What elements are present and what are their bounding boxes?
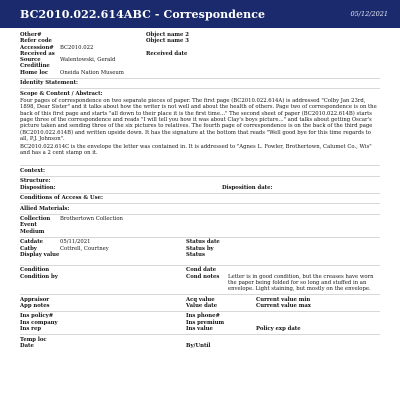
catdate-label: Catdate (20, 239, 44, 246)
divider (20, 176, 380, 177)
other-label: Other# (20, 32, 42, 38)
disposition-date-label: Disposition date: (222, 184, 273, 191)
spacer (20, 159, 380, 164)
creditline-label: Creditline (20, 63, 50, 70)
medium-row (20, 229, 380, 235)
event-label: Event (20, 222, 37, 229)
divider (20, 214, 380, 215)
policy-exp-date-label: Policy exp date (256, 326, 301, 333)
collection-value: Brothertown Collection (60, 216, 123, 223)
allied-materials-label: Allied Materials: (20, 205, 70, 212)
divider (20, 193, 380, 194)
object-name2-label: Object name 2 (146, 32, 189, 38)
disposition-label: Disposition: (20, 184, 56, 191)
source-value: Walentowski, Gerald (60, 57, 116, 64)
received-as-label: Received as (20, 50, 55, 57)
cond-notes-value: Letter is in good condition, but the creases have worn the paper being folded for so long and stuffed in an envelope. Light staining, but mostly on the envelope. (228, 273, 374, 293)
current-value-max-label: Current value max (256, 302, 311, 309)
context-label: Context: (20, 167, 45, 174)
divider (20, 78, 380, 79)
structure-label: Structure: (20, 178, 51, 185)
spacer (20, 258, 380, 263)
refer-code-label: Refer code (20, 38, 52, 45)
condition-by-label: Condition by (20, 273, 58, 280)
status-label: Status (186, 251, 205, 258)
appraisor-label: Appraisor (20, 296, 50, 303)
received-date-label: Received date (146, 50, 188, 57)
app-notes-row (20, 303, 380, 309)
date-row (20, 343, 380, 349)
record-title: BC2010.022.614ABC - Correspondence (20, 7, 266, 21)
divider (20, 294, 380, 295)
scope-content-text: Four pages of correspondence on two separate pieces of paper. The first page (BC2010.022.614A) is addressed "Colby Jan 23rd, 1898, Dear Sister" and it talks about how the writer is not well and about the health of others. Page two of correspondence is on the back of this first page and starts "all down to their place it is the first time..." The second sheet of paper (BC2010.022.614B) starts page three of the correspondence and reads "I will tell you how it was about Clay's boys picture..." and talks about getting Oscar's picture taken and sending three of the six pictures to relatives. The fourth page of correspondence is on the back of the third page (BC2010.022.614B) and written upside down. It has the signature at the bottom that reads "Well good bye for this time regards to all, P.J. Johnson". (20, 98, 377, 142)
home-loc-value: Oneida Nation Museum (60, 69, 124, 76)
divider (20, 88, 380, 89)
divider (20, 165, 380, 166)
home-loc-label: Home loc (20, 69, 49, 76)
condition-by-row (20, 274, 380, 293)
ins-premium-label: Ins premium (186, 319, 225, 326)
ins-company-label: Ins company (20, 319, 58, 326)
divider (20, 334, 380, 335)
catby-label: Catby (20, 245, 37, 252)
ins-phone-label: Ins phone# (186, 313, 220, 320)
acq-value-label: Acq value (186, 296, 215, 303)
ins-rep-row (20, 326, 380, 332)
by-until-label: By/Until (186, 342, 211, 349)
condition-label: Condition (20, 267, 50, 274)
source-label: Source (20, 57, 41, 64)
disposition-row (20, 185, 380, 191)
accession-label: Accession# (20, 44, 54, 51)
record-date: 05/12/2021 (350, 10, 388, 18)
app-notes-label: App notes (20, 302, 50, 309)
divider (20, 237, 380, 238)
collection-label: Collection (20, 216, 51, 223)
cond-notes-label: Cond notes (186, 273, 220, 280)
scope-content-text-envelope: BC2010.022.614C is the envelope the letter was contained in. It is addressed to "Agnes L. Fowler, Brothertown, Calumet Co., Wis" and has a 2 cent stamp on it. (20, 144, 372, 157)
ins-rep-label: Ins rep (20, 326, 42, 333)
scope-content-label: Scope & Content / Abstract: (20, 90, 103, 97)
catdate-value: 05/11/2021 (60, 239, 91, 246)
cond-date-label: Cond date (186, 267, 217, 274)
status-by-label: Status by (186, 245, 214, 252)
divider (20, 203, 380, 204)
divider (20, 311, 380, 312)
object-name3-label: Object name 3 (146, 38, 189, 45)
temp-loc-label: Temp loc (20, 336, 47, 343)
record-header (0, 0, 400, 28)
status-date-label: Status date (186, 239, 220, 246)
conditions-access-label: Conditions of Access & Use: (20, 195, 103, 202)
home-loc-row (20, 70, 380, 76)
ins-value-label: Ins value (186, 326, 213, 333)
ins-policy-label: Ins policy# (20, 313, 54, 320)
medium-label: Medium (20, 228, 45, 235)
identity-statement-label: Identity Statement: (20, 80, 78, 87)
value-date-label: Value date (186, 302, 218, 309)
accession-value: BC2010.022 (60, 44, 94, 51)
record-content (0, 28, 400, 349)
date-label: Date (20, 342, 34, 349)
display-value-label: Display value (20, 251, 60, 258)
divider (20, 265, 380, 266)
current-value-min-label: Current value min (256, 296, 311, 303)
catby-value: Cottrell, Courtney (60, 245, 109, 252)
